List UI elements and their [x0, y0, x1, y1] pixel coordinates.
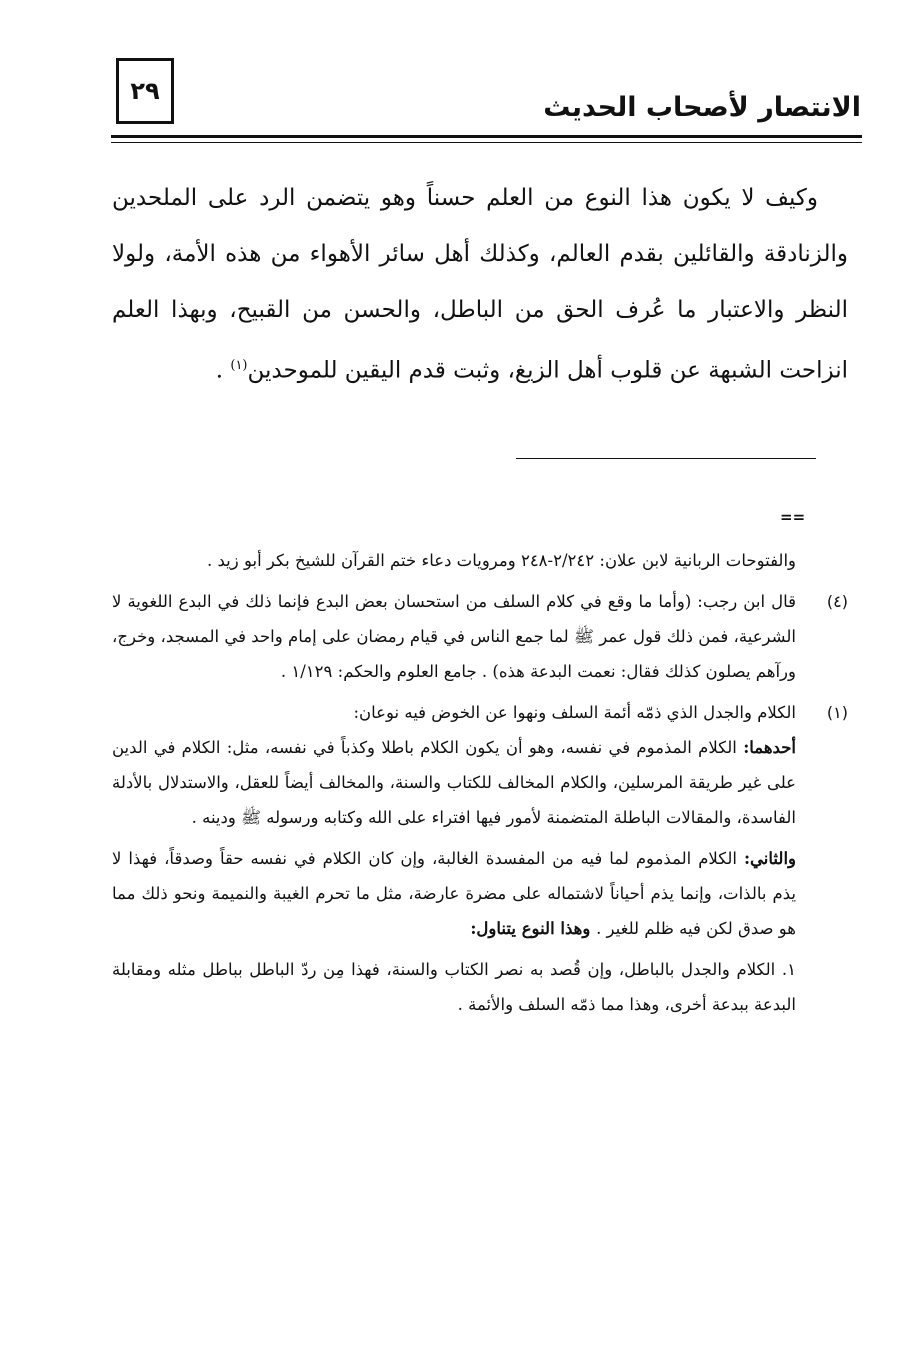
- footnote-separator: [516, 458, 816, 459]
- footnote-first-type: أحدهما: الكلام المذموم في نفسه، وهو أن يكون الكلام باطلا وكذباً في نفسه، مثل: الكلام في الدين على غير طريقة المرسلين، والكلام المخالف للكتاب والسنة، والمخالف أيضاً للعقل، والاستدلال بالأدلة الفاسدة، والمقالات الباطلة المتضمنة لأمور فيها افتراء على الله وكتابه ورسوله ﷺ ودينه .: [112, 738, 796, 827]
- continuation-mark: ==: [780, 508, 806, 526]
- header-rule-thick: [111, 135, 862, 138]
- footnote-1: [112, 695, 848, 730]
- footnote-text: قال ابن رجب: (وأما ما وقع في كلام السلف من استحسان بعض البدع فإنما ذلك في البدع اللغوية لا الشرعية، فمن ذلك قول عمر ﷺ لما جمع الناس في قيام رمضان على إمام واحد في المسجد، وخرج، ورآهم يصلون كذلك فقال: نعمت البدعة هذه) . جامع العلوم والحكم: ١/١٢٩ .: [112, 592, 796, 681]
- running-title: الانتصار لأصحاب الحديث: [543, 92, 861, 123]
- header-rule-thin: [111, 142, 862, 143]
- footnote-number: (٤): [826, 592, 848, 611]
- page-number: ٢٩: [130, 77, 160, 105]
- footnote-reference: (١): [230, 358, 248, 373]
- main-paragraph: وكيف لا يكون هذا النوع من العلم حسناً وهو يتضمن الرد على الملحدين والزنادقة والقائلين بقدم العالم، وكذلك أهل سائر الأهواء من هذه الأمة، ولولا النظر والاعتبار ما عُرف الحق من الباطل، والحسن من القبيح، وبهذا العلم انزاحت الشبهة عن قلوب أهل الزيغ، وثبت قدم اليقين للموحدين$^{(١)}$ .: [112, 185, 848, 384]
- page-number-box: [116, 58, 174, 124]
- footnote-carryover: والفتوحات الربانية لابن علان: ٢/٢٤٢-٢٤٨ ومرويات دعاء ختم القرآن للشيخ بكر أبو زيد .: [207, 551, 796, 570]
- footnotes: [112, 543, 848, 1022]
- second-type-label: والثاني:: [743, 849, 796, 868]
- footnote-second-type: والثاني: الكلام المذموم لما فيه من المفسدة الغالبة، وإن كان الكلام في نفسه حقاً وصدقاً، فهذا لا يذم بالذات، وإنما يذم أحياناً لاشتماله على مضرة عارضة، مثل ما تحرم الغيبة والنميمة ونحو ذلك مما هو صدق لكن فيه ظلم للغير . وهذا النوع يتناول:: [112, 849, 796, 938]
- footnote-text: الكلام والجدل الذي ذمّه أئمة السلف ونهوا عن الخوض فيه نوعان:: [353, 703, 796, 722]
- footnote-4: [112, 584, 848, 689]
- footnote-number: (١): [826, 703, 848, 722]
- first-type-label: أحدهما:: [743, 738, 796, 757]
- main-text: [112, 170, 848, 399]
- footnote-item-1: ١. الكلام والجدل بالباطل، وإن قُصد به نصر الكتاب والسنة، فهذا مِن ردّ الباطل بباطل مثله ومقابلة البدعة ببدعة أخرى، وهذا مما ذمّه السلف والأئمة .: [112, 960, 796, 1014]
